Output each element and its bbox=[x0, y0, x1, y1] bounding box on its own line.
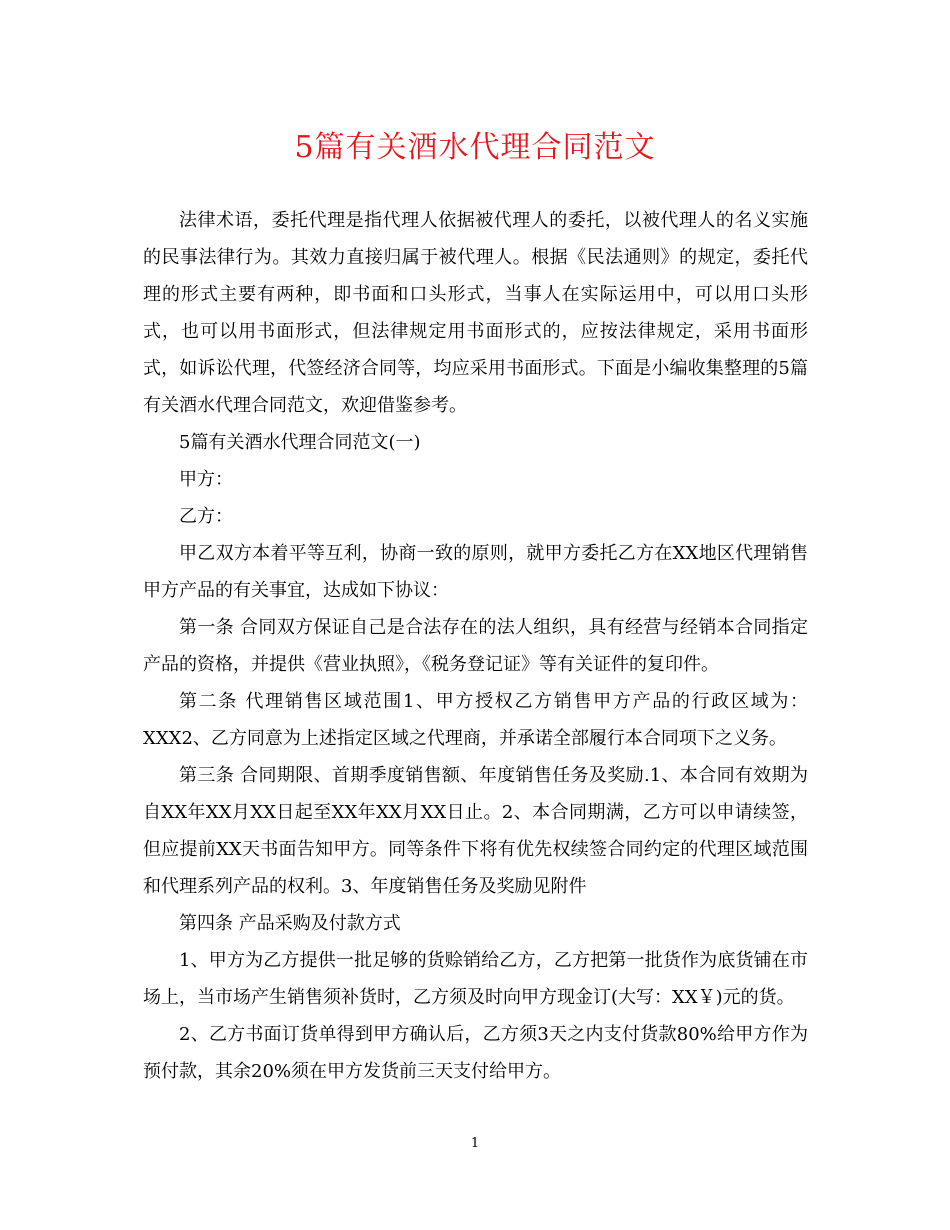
section-heading: 5篇有关酒水代理合同范文(一) bbox=[179, 432, 421, 453]
page-number: 1 bbox=[470, 1136, 480, 1151]
agreement-paragraph: 甲乙双方本着平等互利，协商一致的原则，就甲方委托乙方在XX地区代理销售甲方产品的有关事宜，达成如下协议： bbox=[143, 543, 808, 601]
article-2-paragraph: 第二条 代理销售区域范围1、甲方授权乙方销售甲方产品的行政区域为：XXX2、乙方同意为上述指定区域之代理商，并承诺全部履行本合同项下之义务。 bbox=[143, 691, 808, 749]
document-body bbox=[143, 202, 808, 1090]
document-title: 5篇有关酒水代理合同范文 bbox=[294, 130, 656, 165]
article-4-item-2: 2、乙方书面订货单得到甲方确认后，乙方须3天之内支付货款80%给甲方作为预付款，其余20%须在甲方发货前三天支付给甲方。 bbox=[143, 1024, 808, 1082]
intro-paragraph: 法律术语，委托代理是指代理人依据被代理人的委托，以被代理人的名义实施的民事法律行为。其效力直接归属于被代理人。根据《民法通则》的规定，委托代理的形式主要有两种，即书面和口头形式，当事人在实际运用中，可以用口头形式，也可以用书面形式，但法律规定用书面形式的，应按法律规定，采用书面形式，如诉讼代理，代签经济合同等，均应采用书面形式。下面是小编收集整理的5篇有关酒水代理合同范文，欢迎借鉴参考。 bbox=[143, 210, 808, 416]
article-3-paragraph: 第三条 合同期限、首期季度销售额、年度销售任务及奖励.1、本合同有效期为自XX年XX月XX日起至XX年XX月XX日止。2、本合同期满，乙方可以申请续签，但应提前XX天书面告知甲方。同等条件下将有优先权续签合同约定的代理区域范围和代理系列产品的权利。3、年度销售任务及奖励见附件 bbox=[143, 765, 808, 897]
article-4-item-1: 1、甲方为乙方提供一批足够的货赊销给乙方，乙方把第一批货作为底货铺在市场上，当市场产生销售须补货时，乙方须及时向甲方现金订(大写：XX￥)元的货。 bbox=[143, 950, 808, 1008]
article-1-paragraph: 第一条 合同双方保证自己是合法存在的法人组织，具有经营与经销本合同指定产品的资格，并提供《营业执照》，《税务登记证》等有关证件的复印件。 bbox=[143, 617, 808, 675]
party-b-line: 乙方： bbox=[179, 506, 233, 527]
article-4-heading: 第四条 产品采购及付款方式 bbox=[179, 913, 401, 934]
party-a-line: 甲方： bbox=[179, 469, 233, 490]
